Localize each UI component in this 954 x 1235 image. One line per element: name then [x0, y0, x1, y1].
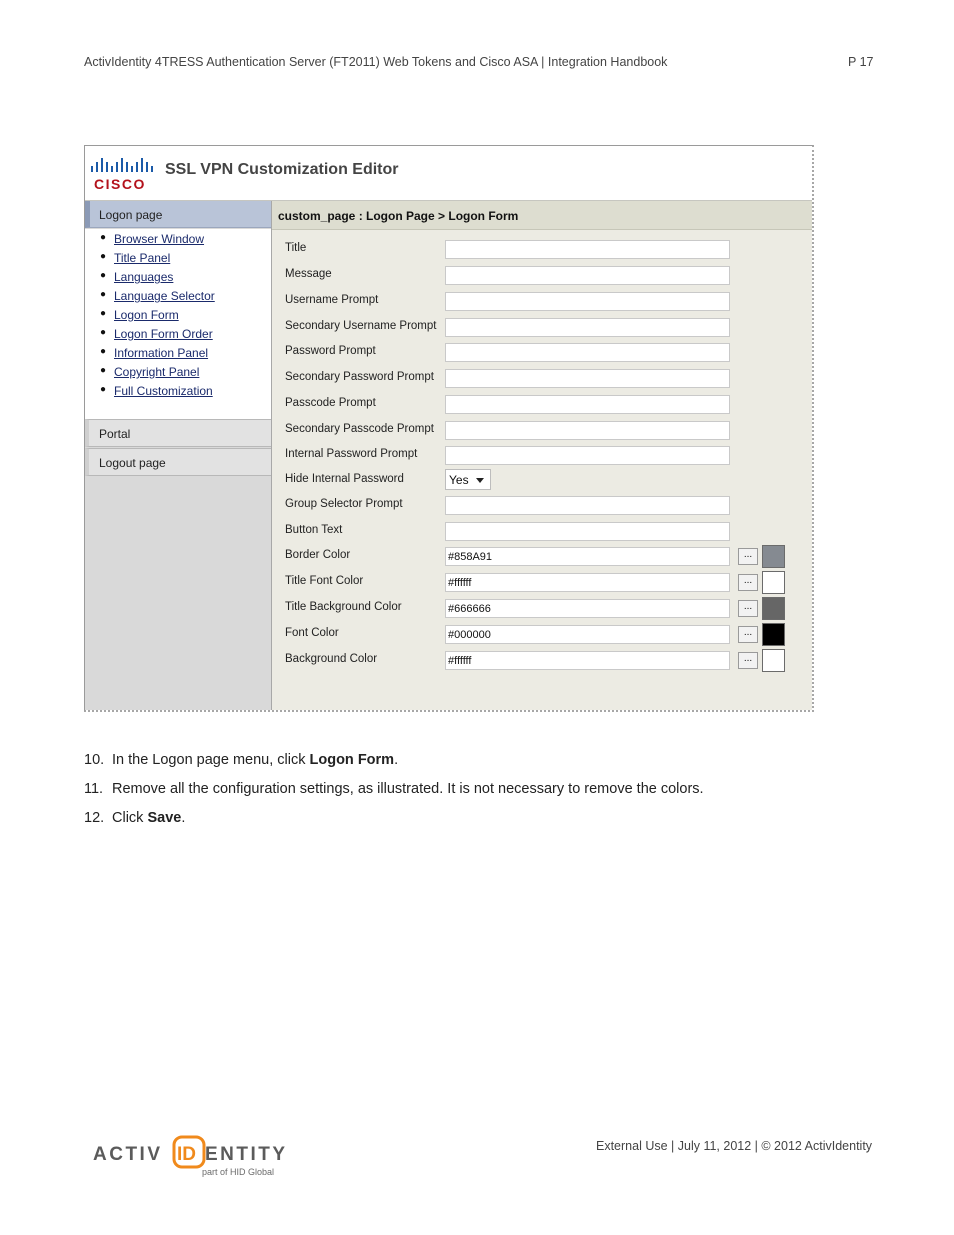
border-color-picker-button[interactable]: ...	[738, 548, 758, 565]
logon-page-menu	[85, 229, 271, 419]
field-label-button-text: Button Text	[285, 524, 343, 536]
border-color-swatch	[762, 545, 785, 568]
chevron-down-icon	[476, 478, 484, 483]
password-prompt-input[interactable]	[445, 343, 730, 362]
username-prompt-input[interactable]	[445, 292, 730, 311]
svg-text:ID: ID	[177, 1144, 196, 1165]
svg-text:part of HID Global: part of HID Global	[202, 1167, 275, 1177]
bullet-icon: ●	[100, 384, 107, 395]
title-background-color-picker-button[interactable]: ...	[738, 600, 758, 617]
menu-link-full-customization[interactable]: Full Customization	[114, 384, 213, 398]
list-item	[85, 381, 271, 400]
list-item	[85, 305, 271, 324]
title-background-color-input[interactable]: #666666	[445, 599, 730, 618]
step-number: 10.	[84, 752, 105, 768]
background-color-input[interactable]: #ffffff	[445, 651, 730, 670]
font-color-swatch	[762, 623, 785, 646]
bullet-icon: ●	[100, 251, 107, 262]
sidebar-section-label: Logon page	[99, 208, 163, 222]
font-color-input[interactable]: #000000	[445, 625, 730, 644]
field-label-secondary-username-prompt: Secondary Username Prompt	[285, 320, 437, 332]
field-label-hide-internal-password: Hide Internal Password	[285, 473, 404, 485]
background-color-swatch	[762, 649, 785, 672]
secondary-username-prompt-input[interactable]	[445, 318, 730, 337]
list-item	[85, 267, 271, 286]
message-input[interactable]	[445, 266, 730, 285]
title-font-color-input[interactable]: #ffffff	[445, 573, 730, 592]
editor-title: SSL VPN Customization Editor	[165, 161, 399, 178]
menu-link-browser-window[interactable]: Browser Window	[114, 232, 205, 246]
field-label-secondary-password-prompt: Secondary Password Prompt	[285, 371, 434, 383]
sidebar-section-label: Logout page	[99, 456, 166, 470]
list-item	[85, 248, 271, 267]
title-background-color-swatch	[762, 597, 785, 620]
step-text: Click Save.	[112, 810, 186, 826]
breadcrumb	[272, 201, 813, 230]
field-label-group-selector-prompt: Group Selector Prompt	[285, 498, 403, 510]
logon-form-editor	[272, 201, 813, 712]
list-item	[85, 343, 271, 362]
document-header-title: ActivIdentity 4TRESS Authentication Server (FT2011) Web Tokens and Cisco ASA | Integration Handbook	[84, 55, 668, 69]
menu-link-copyright-panel[interactable]: Copyright Panel	[114, 365, 200, 379]
field-label-message: Message	[285, 268, 332, 280]
step-number: 11.	[84, 781, 104, 797]
background-color-picker-button[interactable]: ...	[738, 652, 758, 669]
title-input[interactable]	[445, 240, 730, 259]
step-number: 12.	[84, 810, 105, 826]
menu-link-languages[interactable]: Languages	[114, 270, 174, 284]
field-label-title: Title	[285, 242, 307, 254]
sidebar-section-logon-page[interactable]	[85, 201, 271, 228]
list-item	[85, 324, 271, 343]
group-selector-prompt-input[interactable]	[445, 496, 730, 515]
cisco-logo	[90, 152, 154, 192]
list-item	[85, 229, 271, 248]
field-label-passcode-prompt: Passcode Prompt	[285, 397, 376, 409]
secondary-passcode-prompt-input[interactable]	[445, 421, 730, 440]
menu-link-logon-form-order[interactable]: Logon Form Order	[114, 327, 213, 341]
field-label-border-color: Border Color	[285, 549, 351, 561]
bullet-icon: ●	[100, 327, 107, 338]
field-label-title-font-color: Title Font Color	[285, 575, 364, 587]
sidebar-section-label: Portal	[99, 427, 131, 441]
bullet-icon: ●	[100, 365, 107, 376]
menu-link-information-panel[interactable]: Information Panel	[114, 346, 209, 360]
field-label-password-prompt: Password Prompt	[285, 345, 376, 357]
bullet-icon: ●	[100, 346, 107, 357]
field-label-username-prompt: Username Prompt	[285, 294, 379, 306]
footer-text: External Use | July 11, 2012 | © 2012 ActivIdentity	[596, 1139, 873, 1153]
menu-link-language-selector[interactable]: Language Selector	[114, 289, 215, 303]
step-text: Remove all the configuration settings, as illustrated. It is not necessary to remove the colors.	[112, 781, 704, 797]
actividentity-logo	[92, 1132, 302, 1180]
menu-link-title-panel[interactable]: Title Panel	[114, 251, 171, 265]
menu-link-logon-form[interactable]: Logon Form	[114, 308, 179, 322]
editor-sidebar	[85, 201, 272, 712]
title-font-color-picker-button[interactable]: ...	[738, 574, 758, 591]
sidebar-section-logout-page[interactable]	[85, 448, 271, 476]
select-value: Yes	[449, 473, 469, 487]
field-label-font-color: Font Color	[285, 627, 339, 639]
list-item	[85, 286, 271, 305]
secondary-password-prompt-input[interactable]	[445, 369, 730, 388]
bullet-icon: ●	[100, 308, 107, 319]
field-label-title-background-color: Title Background Color	[285, 601, 402, 613]
button-text-input[interactable]	[445, 522, 730, 541]
screenshot-figure	[84, 145, 814, 712]
bullet-icon: ●	[100, 289, 107, 300]
bullet-icon: ●	[100, 232, 107, 243]
field-label-secondary-passcode-prompt: Secondary Passcode Prompt	[285, 423, 434, 435]
breadcrumb-text: custom_page : Logon Page > Logon Form	[278, 209, 519, 223]
internal-password-prompt-input[interactable]	[445, 446, 730, 465]
field-label-internal-password-prompt: Internal Password Prompt	[285, 448, 418, 460]
title-font-color-swatch	[762, 571, 785, 594]
passcode-prompt-input[interactable]	[445, 395, 730, 414]
field-label-background-color: Background Color	[285, 653, 378, 665]
border-color-input[interactable]: #858A91	[445, 547, 730, 566]
editor-header	[85, 146, 813, 201]
page-number: P 17	[848, 55, 874, 69]
svg-text:ACTIV: ACTIV	[93, 1144, 163, 1165]
cisco-wordmark: CISCO	[94, 176, 146, 192]
bullet-icon: ●	[100, 270, 107, 281]
font-color-picker-button[interactable]: ...	[738, 626, 758, 643]
hide-internal-password-select[interactable]	[445, 469, 491, 490]
sidebar-section-portal[interactable]	[85, 419, 271, 447]
list-item	[85, 362, 271, 381]
step-text: In the Logon page menu, click Logon Form.	[112, 752, 399, 768]
svg-text:ENTITY: ENTITY	[205, 1144, 288, 1165]
